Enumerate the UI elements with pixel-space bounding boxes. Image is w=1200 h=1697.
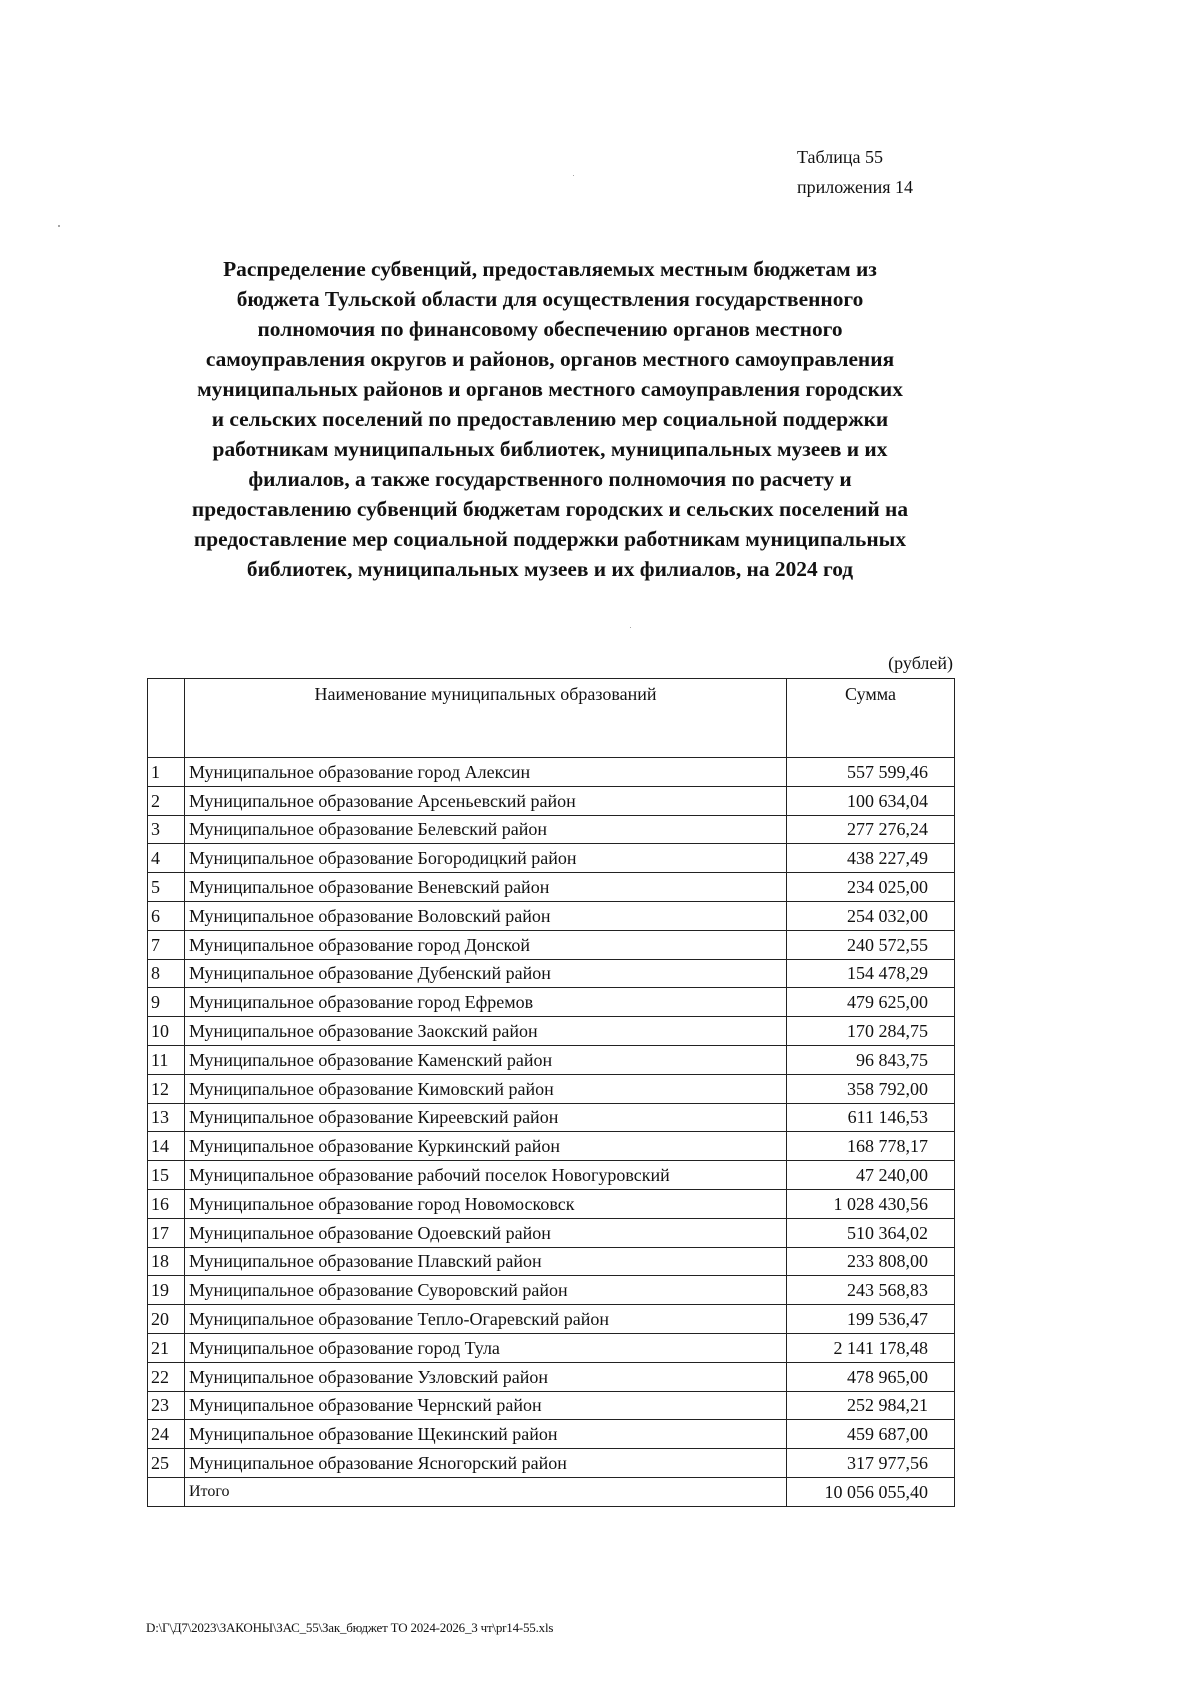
subvention-sum: 2 141 178,48 — [787, 1333, 955, 1362]
table-row — [148, 1074, 955, 1103]
subvention-table — [147, 678, 955, 1507]
municipality-name: Муниципальное образование Богородицкий район — [185, 844, 787, 873]
table-row — [148, 1449, 955, 1478]
table-body — [148, 758, 955, 1507]
municipality-name: Муниципальное образование Плавский район — [185, 1247, 787, 1276]
subvention-sum: 168 778,17 — [787, 1132, 955, 1161]
row-number: 7 — [148, 930, 185, 959]
total-row — [148, 1477, 955, 1506]
subvention-sum: 254 032,00 — [787, 901, 955, 930]
total-sum: 10 056 055,40 — [787, 1477, 955, 1506]
subvention-sum: 252 984,21 — [787, 1391, 955, 1420]
title-line: полномочия по финансовому обеспечению органов местного — [257, 317, 843, 341]
table-header-row — [148, 679, 955, 758]
table-row — [148, 1017, 955, 1046]
municipality-name: Муниципальное образование Одоевский район — [185, 1218, 787, 1247]
subvention-sum: 317 977,56 — [787, 1449, 955, 1478]
municipality-name: Муниципальное образование Белевский район — [185, 815, 787, 844]
municipality-name: Муниципальное образование Веневский район — [185, 873, 787, 902]
municipality-name: Муниципальное образование Тепло-Огаревский район — [185, 1305, 787, 1334]
subvention-sum: 438 227,49 — [787, 844, 955, 873]
title-line: бюджета Тульской области для осуществления государственного — [236, 287, 864, 311]
municipality-name: Муниципальное образование город Донской — [185, 930, 787, 959]
row-number: 25 — [148, 1449, 185, 1478]
municipality-name: Муниципальное образование Киреевский район — [185, 1103, 787, 1132]
row-number: 21 — [148, 1333, 185, 1362]
subvention-sum: 154 478,29 — [787, 959, 955, 988]
subvention-sum: 100 634,04 — [787, 786, 955, 815]
subvention-sum: 1 028 430,56 — [787, 1189, 955, 1218]
row-number: 24 — [148, 1420, 185, 1449]
title-line: библиотек, муниципальных музеев и их филиалов, на 2024 год — [246, 557, 854, 581]
row-number: 14 — [148, 1132, 185, 1161]
municipality-name: Муниципальное образование Заокский район — [185, 1017, 787, 1046]
row-number: 18 — [148, 1247, 185, 1276]
document-title — [150, 254, 950, 584]
row-number: 10 — [148, 1017, 185, 1046]
subvention-sum: 170 284,75 — [787, 1017, 955, 1046]
scan-speck — [573, 175, 574, 176]
subvention-sum: 47 240,00 — [787, 1161, 955, 1190]
table-row — [148, 1391, 955, 1420]
title-line: предоставление мер социальной поддержки работникам муниципальных — [193, 527, 907, 551]
table-row — [148, 1305, 955, 1334]
table-row — [148, 1103, 955, 1132]
municipality-name: Муниципальное образование Дубенский район — [185, 959, 787, 988]
municipality-name: Муниципальное образование город Алексин — [185, 758, 787, 787]
title-line: филиалов, а также государственного полномочия по расчету и — [248, 467, 852, 491]
title-line: муниципальных районов и органов местного самоуправления городских — [197, 377, 903, 401]
column-header-name: Наименование муниципальных образований — [185, 679, 787, 758]
subvention-sum: 557 599,46 — [787, 758, 955, 787]
subvention-sum: 199 536,47 — [787, 1305, 955, 1334]
title-line: самоуправления округов и районов, органов местного самоуправления — [205, 347, 895, 371]
table-reference — [797, 142, 913, 202]
municipality-name: Муниципальное образование Куркинский район — [185, 1132, 787, 1161]
municipality-name: Муниципальное образование Ясногорский район — [185, 1449, 787, 1478]
subvention-sum: 96 843,75 — [787, 1045, 955, 1074]
subvention-sum: 233 808,00 — [787, 1247, 955, 1276]
row-number: 1 — [148, 758, 185, 787]
row-number: 4 — [148, 844, 185, 873]
table-row — [148, 959, 955, 988]
municipality-name: Муниципальное образование Арсеньевский район — [185, 786, 787, 815]
table-row — [148, 988, 955, 1017]
subvention-sum: 277 276,24 — [787, 815, 955, 844]
municipality-name: Муниципальное образование Щекинский район — [185, 1420, 787, 1449]
municipality-name: Муниципальное образование Узловский район — [185, 1362, 787, 1391]
table-row — [148, 786, 955, 815]
row-number: 17 — [148, 1218, 185, 1247]
municipality-name: Муниципальное образование Чернский район — [185, 1391, 787, 1420]
municipality-name: Муниципальное образование город Тула — [185, 1333, 787, 1362]
title-line: предоставлению субвенций бюджетам городских и сельских поселений на — [191, 497, 909, 521]
row-number: 15 — [148, 1161, 185, 1190]
table-row — [148, 873, 955, 902]
table-row — [148, 1045, 955, 1074]
table-row — [148, 1218, 955, 1247]
column-header-sum: Сумма — [787, 679, 955, 758]
title-line: работникам муниципальных библиотек, муниципальных музеев и их — [212, 437, 888, 461]
row-number: 19 — [148, 1276, 185, 1305]
row-number: 23 — [148, 1391, 185, 1420]
row-number: 11 — [148, 1045, 185, 1074]
table-number: Таблица 55 — [797, 147, 883, 167]
subvention-sum: 240 572,55 — [787, 930, 955, 959]
municipality-name: Муниципальное образование рабочий поселок Новогуровский — [185, 1161, 787, 1190]
scan-speck — [630, 627, 631, 628]
row-number: 12 — [148, 1074, 185, 1103]
appendix-number: приложения 14 — [797, 177, 914, 197]
title-line: и сельских поселений по предоставлению мер социальной поддержки — [211, 407, 889, 431]
table-row — [148, 1247, 955, 1276]
table-row — [148, 844, 955, 873]
table-row — [148, 815, 955, 844]
row-number: 16 — [148, 1189, 185, 1218]
units-label: (рублей) — [888, 653, 953, 673]
row-number: 20 — [148, 1305, 185, 1334]
row-number: 22 — [148, 1362, 185, 1391]
table-row — [148, 901, 955, 930]
row-number: 2 — [148, 786, 185, 815]
column-header-number — [148, 679, 185, 758]
table-row — [148, 930, 955, 959]
row-number: 9 — [148, 988, 185, 1017]
subvention-sum: 358 792,00 — [787, 1074, 955, 1103]
row-number: 6 — [148, 901, 185, 930]
municipality-name: Муниципальное образование город Ефремов — [185, 988, 787, 1017]
title-line: Распределение субвенций, предоставляемых местным бюджетам из — [223, 257, 877, 281]
municipality-name: Муниципальное образование Каменский район — [185, 1045, 787, 1074]
table-row — [148, 1161, 955, 1190]
scan-speck — [58, 225, 60, 227]
row-number — [148, 1477, 185, 1506]
municipality-name: Муниципальное образование Суворовский район — [185, 1276, 787, 1305]
row-number: 13 — [148, 1103, 185, 1132]
municipality-name: Муниципальное образование Воловский район — [185, 901, 787, 930]
subvention-sum: 243 568,83 — [787, 1276, 955, 1305]
table-row — [148, 758, 955, 787]
total-label: Итого — [185, 1477, 787, 1506]
subvention-sum: 459 687,00 — [787, 1420, 955, 1449]
subvention-sum: 479 625,00 — [787, 988, 955, 1017]
municipality-name: Муниципальное образование Кимовский район — [185, 1074, 787, 1103]
file-path-footer: D:\Г\Д7\2023\ЗАКОНЫ\ЗАС_55\Зак_бюджет ТО 2024-2026_3 чт\pr14-55.xls — [146, 1620, 554, 1635]
table-row — [148, 1276, 955, 1305]
table-row — [148, 1333, 955, 1362]
row-number: 3 — [148, 815, 185, 844]
table-row — [148, 1362, 955, 1391]
table-row — [148, 1420, 955, 1449]
subvention-sum: 611 146,53 — [787, 1103, 955, 1132]
subvention-sum: 234 025,00 — [787, 873, 955, 902]
table-row — [148, 1189, 955, 1218]
municipality-name: Муниципальное образование город Новомосковск — [185, 1189, 787, 1218]
table-row — [148, 1132, 955, 1161]
subvention-sum: 478 965,00 — [787, 1362, 955, 1391]
row-number: 5 — [148, 873, 185, 902]
subvention-sum: 510 364,02 — [787, 1218, 955, 1247]
row-number: 8 — [148, 959, 185, 988]
